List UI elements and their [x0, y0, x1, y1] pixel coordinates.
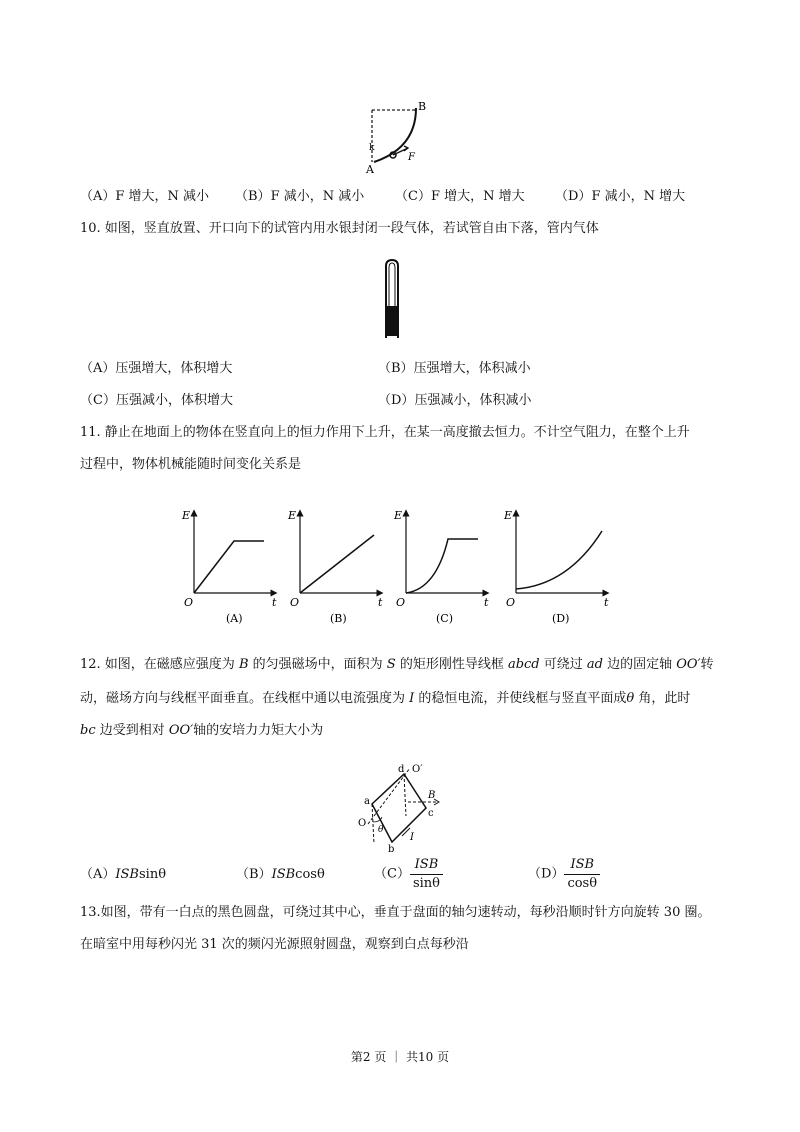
q12-option-d-fraction: $\frac{\text{ISB}}{\cos\theta}$ [564, 856, 600, 893]
q11-a-x-axis: t [272, 596, 277, 609]
q11-c-origin: O [396, 596, 406, 609]
q12-label-theta: θ [378, 825, 384, 835]
q11-a-y-axis: E [182, 509, 191, 522]
q9-label-a: A [366, 163, 374, 176]
q12-label-o: O [358, 818, 367, 829]
q11-d-y-axis: E [504, 509, 513, 522]
q11-b-x-axis: t [378, 596, 383, 609]
q11-b-label: (B) [330, 612, 347, 625]
q10-option-c: （C）压强减小，体积增大 [80, 393, 233, 408]
q11-d-x-axis: t [604, 596, 609, 609]
q9-label-k: k [369, 143, 375, 153]
q11-graph-d [503, 509, 609, 625]
q11-d-label: (D) [552, 612, 570, 625]
q11-b-y-axis: E [288, 509, 297, 522]
q12-option-d: （D） $\frac{\text{ISB}}{\cos\theta}$ [528, 856, 600, 893]
q11-text-line1: 11. 静止在地面上的物体在竖直向上的恒力作用下上升，在某一高度撤去恒力。不计空气阻力，在整个上升 [80, 425, 690, 440]
q9-option-d: （D）F 减小，N 增大 [555, 189, 686, 204]
q11-a-origin: O [184, 596, 194, 609]
q9-option-a: （A）F 增大，N 减小 [80, 189, 210, 204]
q10-option-a: （A）压强增大，体积增大 [80, 361, 233, 376]
q12-label-b: b [388, 844, 395, 855]
q12-text-line3: bc 边受到相对 OO′轴的安培力力矩大小为 [80, 723, 324, 738]
q10-test-tube-figure [380, 258, 404, 340]
q12-option-b: （B）ISBcosθ [236, 867, 325, 882]
q11-graphs [176, 505, 626, 630]
q12-label-a: a [364, 796, 370, 807]
q12-option-a: （A）ISBsinθ [80, 867, 167, 882]
q9-label-f: F [408, 152, 415, 163]
q12-text-line2: 动，磁场方向与线框平面垂直。在线框中通以电流强度为 I 的稳恒电流，并使线框与竖直平面成θ 角，此时 [80, 691, 691, 706]
q10-text: 10. 如图，竖直放置、开口向下的试管内用水银封闭一段气体，若试管自由下落，管内气体 [80, 221, 599, 236]
q13-text-line2: 在暗室中用每秒闪光 31 次的频闪光源照射圆盘，观察到白点每秒沿 [80, 937, 469, 952]
q11-graph-a [181, 509, 277, 625]
q12-label-c: c [428, 808, 434, 819]
q9-figure [360, 100, 440, 178]
q11-graph-b [287, 509, 383, 625]
q12-option-c-fraction: $\frac{\text{ISB}}{\sin\theta}$ [410, 856, 443, 893]
q11-c-y-axis: E [394, 509, 403, 522]
q12-figure [352, 762, 452, 856]
q12-label-d: d [398, 764, 405, 775]
q11-c-label: (C) [436, 612, 453, 625]
q11-graph-c [393, 509, 489, 625]
page-footer: 第2 页 ｜ 共10 页 [350, 1050, 450, 1064]
q12-label-b-field: B [428, 790, 436, 801]
q11-text-line2: 过程中，物体机械能随时间变化关系是 [80, 457, 302, 472]
q12-label-o-prime: O′ [412, 764, 423, 775]
q13-text-line1: 13.如图，带有一白点的黑色圆盘，可绕过其中心，垂直于盘面的轴匀速转动，每秒沿顺时针方向旋转 30 圈。 [80, 905, 711, 920]
q9-option-b: （B）F 减小，N 减小 [235, 189, 365, 204]
q11-b-origin: O [290, 596, 300, 609]
q12-label-i: I [410, 832, 414, 843]
q9-option-c: （C）F 增大，N 增大 [395, 189, 525, 204]
q10-option-b: （B）压强增大，体积减小 [378, 361, 531, 376]
q11-c-x-axis: t [484, 596, 489, 609]
q12-option-c: （C） $\frac{\text{ISB}}{\sin\theta}$ [374, 856, 443, 893]
q12-text-line1: 12. 如图，在磁感应强度为 B 的匀强磁场中，面积为 S 的矩形刚性导线框 abcd 可绕过 ad 边的固定轴 OO′转 [80, 657, 714, 672]
q11-a-label: (A) [226, 612, 243, 625]
q10-option-d: （D）压强减小，体积减小 [378, 393, 532, 408]
q11-d-origin: O [506, 596, 516, 609]
q9-label-b: B [418, 100, 427, 113]
